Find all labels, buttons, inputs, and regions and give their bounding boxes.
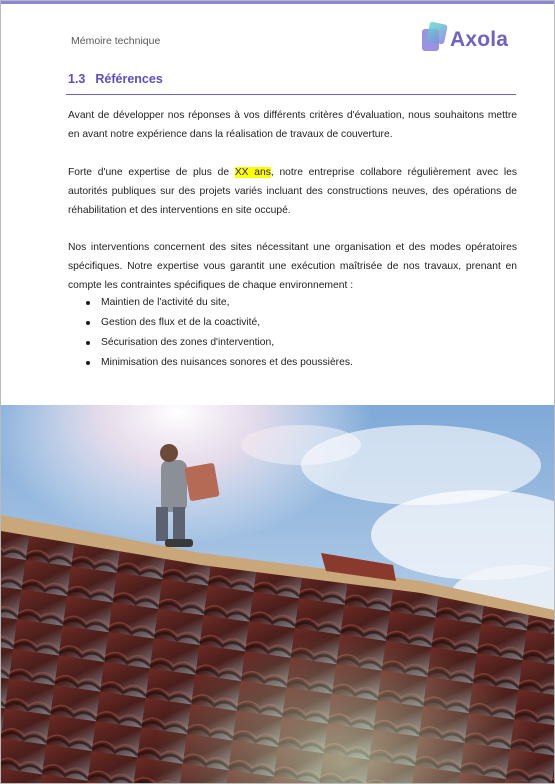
logo-text: Axola: [450, 28, 509, 51]
paragraph-interventions: Nos interventions concernent des sites nécessitant une organisation et des modes opératoires spécifiques. Notre expertise vous garantit une exécution maîtrisée de nos travaux, prenant en compte les contraintes spécifiques de chaque environnement :: [68, 242, 517, 291]
section-heading: [68, 72, 163, 86]
list-item: Sécurisation des zones d'intervention,: [86, 333, 353, 353]
section-number: 1.3: [68, 72, 86, 86]
roofer-photo: [1, 405, 554, 783]
section-divider: [66, 94, 516, 95]
paragraph-expertise-start: Forte d'une expertise de plus de: [68, 167, 235, 178]
paragraph-expertise: [68, 163, 517, 220]
list-item: Gestion des flux et de la coactivité,: [86, 313, 353, 333]
paragraph-intro: Avant de développer nos réponses à vos différents critères d'évaluation, nous souhaitons mettre en avant notre expérience dans la réalisation de travaux de couverture.: [68, 110, 517, 140]
highlighted-years: XX ans: [234, 167, 271, 178]
paragraph-expertise-end: , notre entreprise collabore régulièrement avec les autorités publiques sur des projets variés incluant des constructions neuves, des opérations de réhabilitation et des interventions en site occupé.: [68, 167, 517, 216]
logo-mark-icon: [420, 21, 454, 55]
list-item: Minimisation des nuisances sonores et des poussières.: [86, 353, 353, 373]
header-label: Mémoire technique: [71, 35, 161, 47]
company-logo: [420, 21, 520, 55]
top-accent-rule: [1, 1, 554, 4]
list-item: Maintien de l'activité du site,: [86, 293, 353, 313]
section-title: Références: [95, 72, 163, 86]
constraints-list: [86, 293, 353, 373]
